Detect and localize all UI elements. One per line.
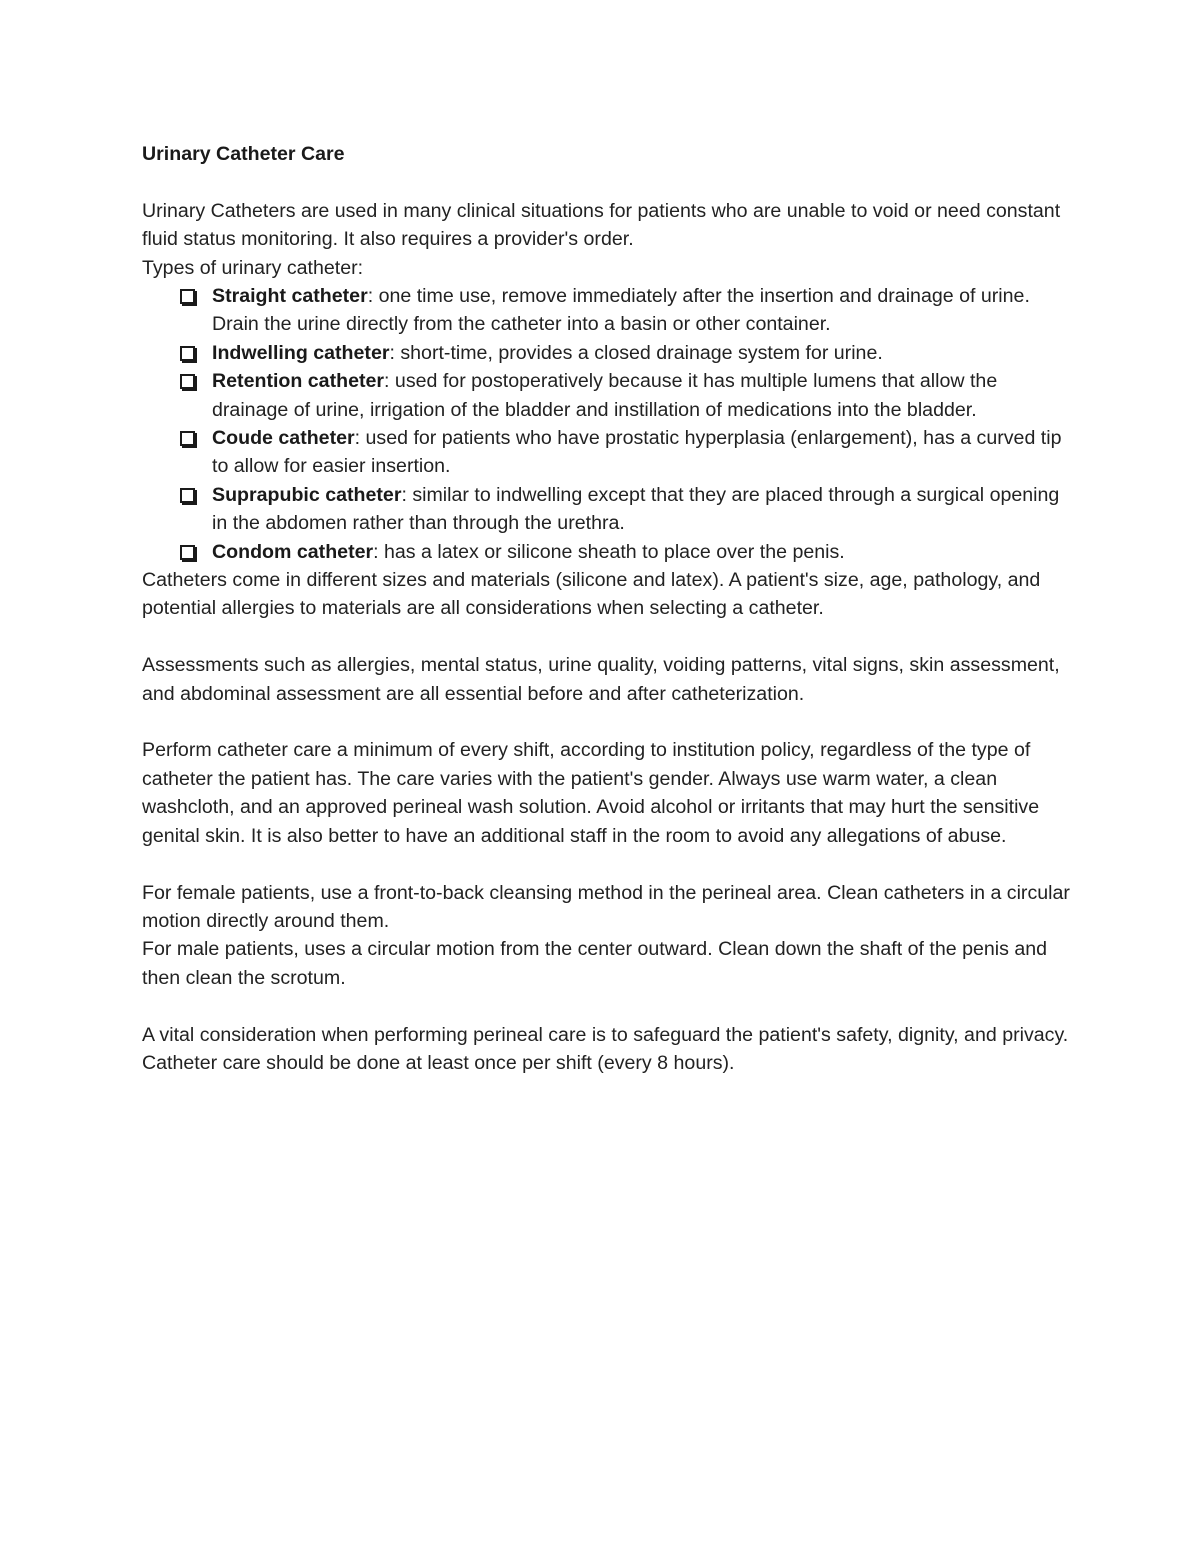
list-item-description: : similar to indwelling except that they are placed through a surgical opening in the abdomen rather than through the urethra. [212,483,1060,535]
list-item-term: Retention catheter [212,370,385,393]
list-item-term: Suprapubic catheter [212,483,402,506]
list-item-description: : one time use, remove immediately after the insertion and drainage of urine. Drain the urine directly from the catheter into a basin or other container. [212,285,1030,336]
types-heading: Types of urinary catheter: [142,256,364,279]
list-item-term: Indwelling catheter [212,341,390,364]
list-item-term: Condom catheter [212,540,374,563]
checkbox-bullet-icon [180,346,195,361]
list-item-term: Straight catheter [212,285,368,308]
intro-paragraph: Urinary Catheters are used in many clinical situations for patients who are unable to void or need constant fluid status monitoring. It also requires a provider's order. [142,199,1061,251]
assessments-paragraph: Assessments such as allergies, mental status, urine quality, voiding patterns, vital signs, skin assessment, and abdominal assessment are all essential before and after catheterization. [142,654,1060,705]
list-item-description: : used for postoperatively because it has multiple lumens that allow the drainage of urine, irrigation of the bladder and instillation of medications into the bladder. [212,370,998,421]
perform-care-paragraph: Perform catheter care a minimum of every shift, according to institution policy, regardless of the type of catheter the patient has. The care varies with the patient's gender. Always use warm water, a clean washcloth, and an approved perineal wash solution. Avoid alcohol or irritants that may hurt the sensitive genital skin. It is also better to have an additional staff in the room to avoid any allegations of abuse. [142,739,1040,847]
list-item-description: : used for patients who have prostatic hyperplasia (enlargement), has a curved tip to allow for easier insertion. [212,427,1062,478]
document-body [142,140,1072,1077]
female-care-paragraph: For female patients, use a front-to-back cleansing method in the perineal area. Clean catheters in a circular motion directly around them. [142,881,1070,932]
vital-consideration-paragraph: A vital consideration when performing perineal care is to safeguard the patient's safety, dignity, and privacy. Catheter care should be done at least once per shift (every 8 hours). [142,1023,1069,1074]
paragraph-spacer [142,708,1072,736]
paragraph-spacer [142,992,1072,1020]
list-item-condom-catheter [142,538,1072,566]
document-title: Urinary Catheter Care [142,143,345,165]
list-item-straight-catheter [142,282,1072,339]
paragraph-spacer [142,850,1072,878]
paragraph-spacer [142,623,1072,651]
list-item-term: Coude catheter [212,427,355,450]
checkbox-bullet-icon [180,374,195,389]
catheter-types-list [142,282,1072,566]
list-item-description: : short-time, provides a closed drainage system for urine. [389,341,883,364]
checkbox-bullet-icon [180,545,195,560]
list-item-description: : has a latex or silicone sheath to place over the penis. [373,540,845,563]
list-item-coude-catheter [142,424,1072,481]
checkbox-bullet-icon [180,488,195,503]
list-item-suprapubic-catheter [142,481,1072,538]
checkbox-bullet-icon [180,431,195,446]
list-item-retention-catheter [142,367,1072,424]
male-care-paragraph: For male patients, uses a circular motion from the center outward. Clean down the shaft of the penis and then clean the scrotum. [142,938,1048,989]
sizes-paragraph: Catheters come in different sizes and materials (silicone and latex). A patient's size, age, pathology, and potential allergies to materials are all considerations when selecting a catheter. [142,569,1041,620]
list-item-indwelling-catheter [142,339,1072,367]
checkbox-bullet-icon [180,289,195,304]
